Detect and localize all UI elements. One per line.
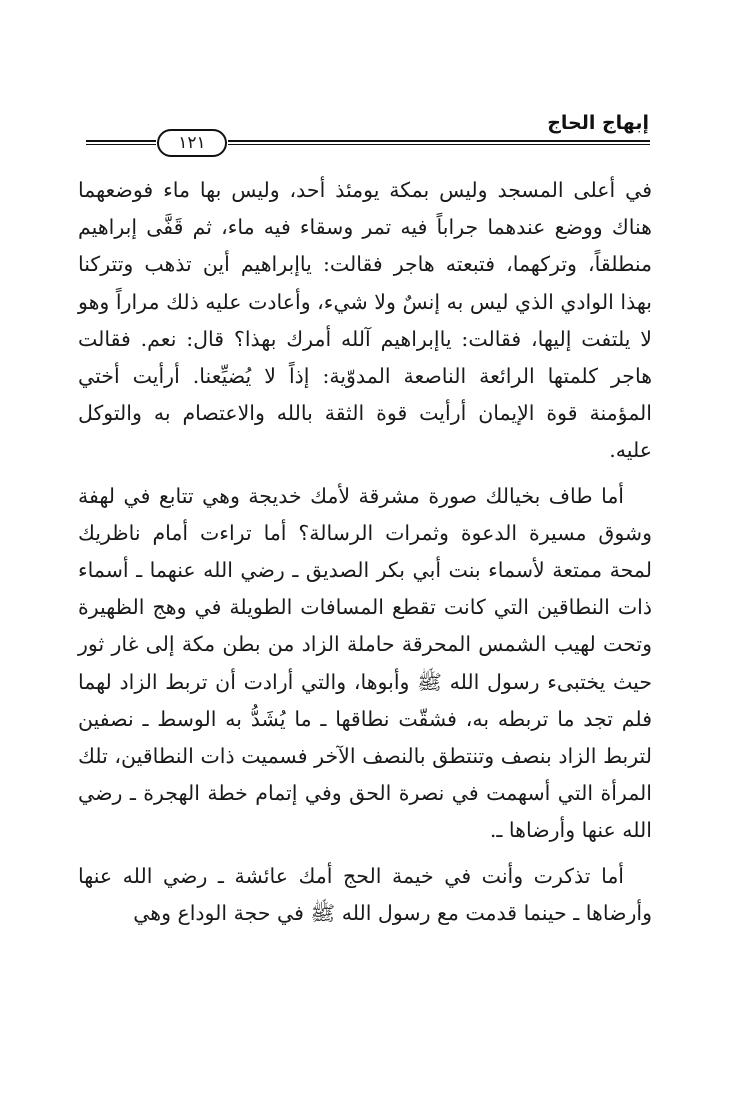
header-rule-left	[86, 140, 156, 145]
running-header-title: إبهاج الحاج	[547, 112, 649, 134]
paragraph-2: أما طاف بخيالك صورة مشرقة لأمك خديجة وهي تتابع في لهفة وشوق مسيرة الدعوة وثمرات الرسالة؟ أما تراءت أمام ناظريك لمحة ممتعة لأسماء بنت أبي بكر الصديق ـ رضي الله عنهما ـ أسماء ذات النطاقين التي كانت تقطع المسافات الطويلة في وهج الظهيرة وتحت لهيب الشمس المحرقة حاملة الزاد من بطن مكة إلى غار ثور حيث يختبىء رسول الله ﷺ وأبوها، والتي أرادت أن تربط الزاد لهما فلم تجد ما تربطه به، فشقّت نطاقها ـ ما يُشَدُّ به الوسط ـ نصفين لتربط الزاد بنصف وتنتطق بالنصف الآخر فسميت ذات النطاقين، تلك المرأة التي أسهمت في نصرة الحق وفي إتمام خطة الهجرة ـ رضي الله عنها وأرضاها ـ.	[78, 483, 652, 843]
page-number: ١٢١	[157, 129, 227, 157]
page-body	[78, 172, 652, 932]
header-rule-right	[228, 140, 650, 145]
paragraph-1: في أعلى المسجد وليس بمكة يومئذ أحد، وليس بها ماء فوضعهما هناك ووضع عندهما جراباً فيه تمر وسقاء فيه ماء، ثم قَفَّى إبراهيم منطلقاً، وتركهما، فتبعته هاجر فقالت: ياإبراهيم أين تذهب وتتركنا بهذا الوادي الذي ليس به إنسٌ ولا شيء، وأعادت عليه ذلك مراراً وهو لا يلتفت إليها، فقالت: ياإبراهيم آلله أمرك بهذا؟ قال: نعم. فقالت هاجر كلمتها الرائعة الناصعة المدوّية: إذاً لا يُضيِّعنا. أرأيت أختي المؤمنة قوة الإيمان أرأيت قوة الثقة بالله والاعتصام به والتوكل عليه.	[78, 178, 652, 463]
paragraph-3: أما تذكرت وأنت في خيمة الحج أمك عائشة ـ رضي الله عنها وأرضاها ـ حينما قدمت مع رسول الله ﷺ في حجة الوداع وهي	[78, 863, 652, 925]
